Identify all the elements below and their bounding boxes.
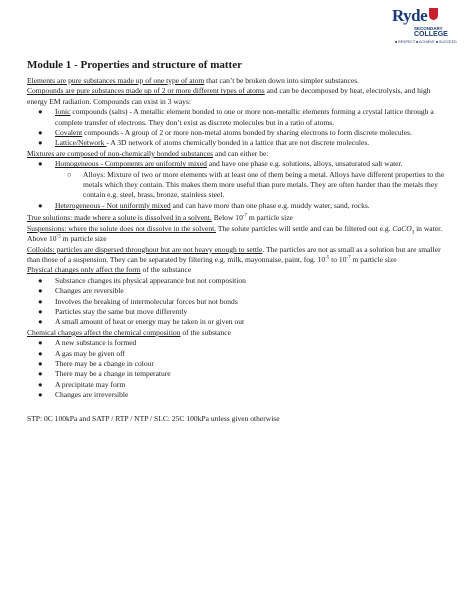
bullet-icon: ● <box>38 358 43 368</box>
chemical-heading: Chemical changes affect the chemical composition <box>27 327 181 337</box>
exponent: -5 <box>325 255 330 261</box>
list-item <box>27 359 447 369</box>
text: of the substance <box>140 265 192 275</box>
item-text: A small amount of heat or energy may be taken in or given out <box>55 317 245 327</box>
item-text: - A 3D network of atoms chemically bonded in a lattice that are not discrete molecules. <box>106 138 370 148</box>
item-text: Changes are reversible <box>55 286 124 296</box>
list-item <box>27 369 447 379</box>
exponent: -5 <box>56 234 61 240</box>
logo-name: Ryde <box>392 6 428 25</box>
list-item <box>27 317 447 327</box>
elements-paragraph <box>27 76 447 86</box>
document-body <box>27 59 447 424</box>
elements-heading: Elements are pure substances made up of one type of atom <box>27 76 205 85</box>
bullet-icon: ● <box>38 159 43 169</box>
list-item <box>27 286 447 296</box>
list-item <box>27 307 447 317</box>
term: Ionic <box>55 107 71 117</box>
item-text: Involves the breaking of intermolecular forces but not bonds <box>55 296 238 306</box>
text: in water. Above 10 <box>27 223 443 244</box>
item-text: A new substance is formed <box>55 338 137 348</box>
mixtures-list <box>27 159 447 211</box>
bullet-icon: ● <box>38 138 43 148</box>
bullet-icon: ● <box>38 338 43 348</box>
list-item <box>27 297 447 307</box>
bullet-icon: ● <box>38 286 43 296</box>
logo-subtitle: SECONDARY <box>414 26 443 31</box>
list-item <box>27 390 447 400</box>
term: Homogeneous - Components are uniformly mixed <box>55 159 207 169</box>
item-text: and have one phase e.g. solutions, alloys, unsaturated salt water. <box>206 159 403 169</box>
list-item <box>27 170 447 201</box>
item-text: There may be a change in temperature <box>55 369 171 379</box>
text: m particle size <box>60 234 107 244</box>
list-item <box>27 380 447 390</box>
text: m particle size <box>350 254 397 264</box>
item-text: Alloys: Mixture of two or more elements with at least one of them being a metal. Alloys have different properties to the metals which they contain. This makes them more useful than pure metals. They are often harder than the metals they contain e.g. steel, brass, bronze, stainless steel. <box>83 169 445 200</box>
list-item <box>27 338 447 348</box>
item-text: A gas may be given off <box>55 348 126 358</box>
list-item <box>27 159 447 169</box>
bullet-icon: ● <box>38 200 43 210</box>
physical-paragraph <box>27 265 447 275</box>
mixtures-text: and can either be: <box>213 148 269 158</box>
bullet-icon: ● <box>38 369 43 379</box>
compounds-text: and can be decomposed by heat, electrolysis, and high energy EM radiation. Compounds can exist in 3 ways: <box>27 86 431 106</box>
bullet-icon: ● <box>38 390 43 400</box>
term: Covalent <box>55 128 83 138</box>
bullet-icon: ● <box>38 107 43 117</box>
bullet-icon: ● <box>38 348 43 358</box>
college-logo <box>392 6 457 50</box>
stp-note: STP: 0C 100kPa and SATP / RTP / NTP / SLC: 25C 100kPa unless given otherwise <box>27 413 280 423</box>
suspensions-heading: Suspensions: where the solute does not dissolve in the solvent. <box>27 223 217 233</box>
colloids-paragraph <box>27 245 447 266</box>
colloids-heading: Colloids: particles are dispersed throughout but are not heavy enough to settle <box>27 244 263 254</box>
exponent: -7 <box>346 255 351 261</box>
subscript: 3 <box>411 230 415 236</box>
true-solutions-paragraph <box>27 213 447 223</box>
item-text: compounds - A group of 2 or more non-metal atoms bonded by sharing electrons to form discrete molecules. <box>82 128 412 138</box>
formula: CaCO <box>392 223 412 233</box>
bullet-icon: ● <box>38 379 43 389</box>
physical-list <box>27 276 447 328</box>
text: of the substance <box>180 327 231 337</box>
item-text: There may be a change in colour <box>55 358 154 368</box>
list-item <box>27 107 447 128</box>
compounds-paragraph <box>27 86 447 107</box>
bullet-icon: ● <box>38 128 43 138</box>
mixtures-paragraph <box>27 149 447 159</box>
list-item <box>27 201 447 211</box>
elements-text: that can’t be broken down into simpler substances. <box>204 76 360 85</box>
list-item <box>27 128 447 138</box>
text: m particle size <box>247 213 293 223</box>
item-text: Particles stay the same but move differently <box>55 306 188 316</box>
bullet-icon: ● <box>38 306 43 316</box>
logo-shield-icon <box>429 8 438 20</box>
list-item <box>27 138 447 148</box>
physical-heading: Physical changes only affect the form <box>27 265 141 275</box>
mixtures-heading: Mixtures are composed of non-chemically bonded substances <box>27 148 214 158</box>
text: . The particles are not as small as a solution but are smaller than those of a suspension. They can be separated by filtering e.g. milk, mayonnaise, paint, fog. 10 <box>27 244 441 264</box>
list-item <box>27 276 447 286</box>
bullet-icon: ● <box>38 317 43 327</box>
text: Below 10 <box>211 213 243 223</box>
true-solutions-heading: True solutions: made where a solute is dissolved in a solvent. <box>27 213 212 223</box>
exponent: -7 <box>242 213 248 219</box>
compounds-list <box>27 107 447 149</box>
bullet-icon: ● <box>38 296 43 306</box>
logo-tagline: ■ RESPECT ■ ACHIEVE ■ SUCCEED <box>395 40 457 44</box>
list-item <box>27 349 447 359</box>
compounds-heading: Compounds are pure substances made up of 2 or more different types of atoms <box>27 86 265 96</box>
item-text: Substance changes its physical appearance but not composition <box>55 275 246 285</box>
hollow-bullet-icon: ○ <box>67 169 72 179</box>
suspensions-paragraph <box>27 224 447 245</box>
text: The solute particles will settle and can be filtered out e.g. <box>216 223 393 233</box>
term: Lattice/Network <box>55 138 107 148</box>
text: to 10 <box>329 254 347 264</box>
page-title: Module 1 - Properties and structure of matter <box>27 59 242 71</box>
item-text: Changes are irreversible <box>55 390 129 400</box>
bullet-icon: ● <box>38 275 43 285</box>
item-text: and can have more than one phase e.g. muddy water, sand, rocks. <box>170 200 370 210</box>
item-text: A precipitate may form <box>55 379 126 389</box>
term: Heterogeneous - Not uniformly mixed <box>55 200 171 210</box>
chemical-paragraph <box>27 328 447 338</box>
chemical-list <box>27 338 447 400</box>
logo-college: COLLEGE <box>414 31 448 38</box>
item-text: compounds (salts) - A metallic element bonded to one or more non-metallic elements forming a crystal lattice through a complete transfer of electrons. They don’t exist as discrete molecules but in a ratio of atoms. <box>55 107 434 127</box>
